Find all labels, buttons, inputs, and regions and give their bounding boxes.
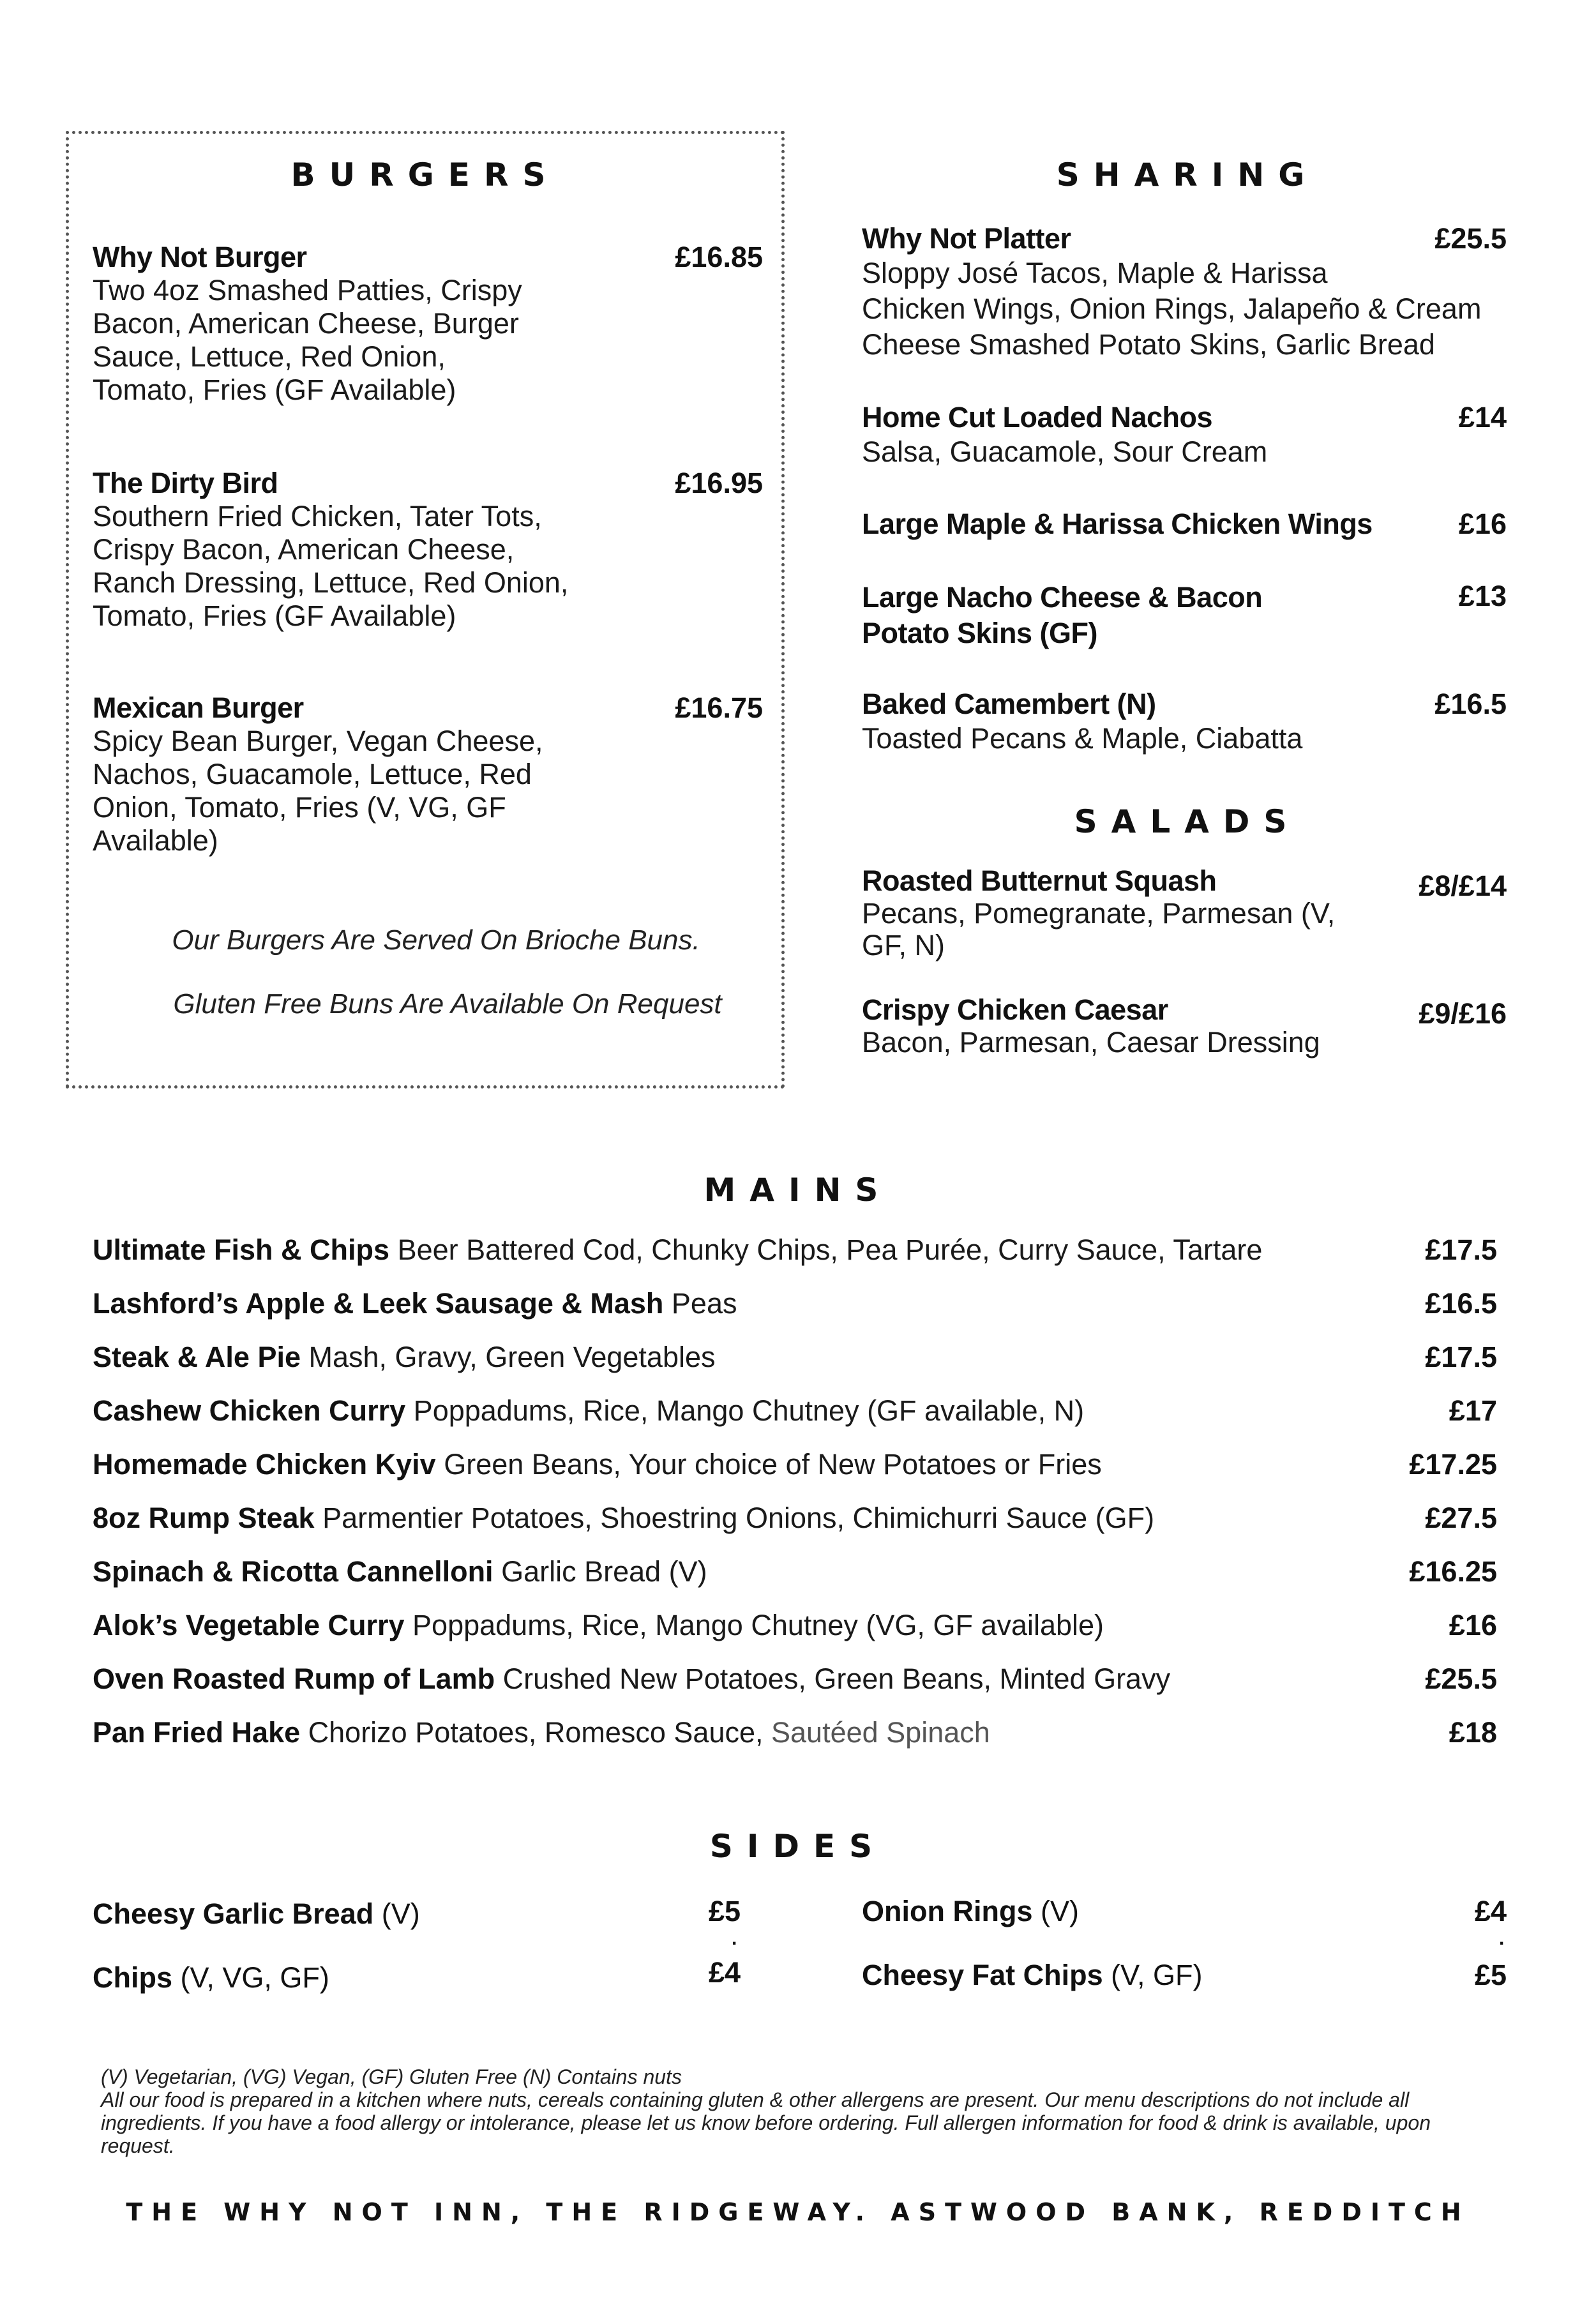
side-price: £4 [708,1956,741,1989]
mains-row [93,1341,1497,1379]
item-price: £8/£14 [1419,870,1507,902]
side-desc: (V) [373,1897,420,1930]
mains-desc: Parmentier Potatoes, Shoestring Onions, Chimichurri Sauce (GF) [314,1502,1155,1534]
item-name: Baked Camembert (N) [862,688,1156,720]
mains-price: £17 [1449,1394,1497,1427]
item-desc: Sauce, Lettuce, Red Onion, [93,340,446,373]
mains-price: £17.25 [1409,1448,1497,1481]
side-name: Cheesy Fat Chips [862,1959,1103,1991]
salads-heading: SALADS [1074,803,1301,840]
item-price: £25.5 [1434,222,1507,255]
side-name: Cheesy Garlic Bread [93,1897,374,1930]
leader-dot: . [1499,1928,1505,1949]
footnote-line: request. [101,2134,175,2157]
mains-desc: Poppadums, Rice, Mango Chutney (VG, GF available) [404,1609,1104,1641]
item-desc: Crispy Bacon, American Cheese, [93,533,515,566]
side-name: Onion Rings [862,1895,1033,1927]
item-desc: Chicken Wings, Onion Rings, Jalapeño & Cream [862,292,1482,325]
side-price: £5 [1474,1959,1507,1991]
item-desc: Bacon, Parmesan, Caesar Dressing [862,1026,1320,1059]
mains-price: £17.5 [1425,1341,1497,1373]
burgers-note: Gluten Free Buns Are Available On Request [173,988,722,1020]
item-price: £16.95 [675,467,763,499]
item-desc: Ranch Dressing, Lettuce, Red Onion, [93,566,569,599]
mains-name: Oven Roasted Rump of Lamb [93,1662,495,1695]
item-desc: Onion, Tomato, Fries (V, VG, GF [93,791,506,824]
mains-name: Ultimate Fish & Chips [93,1233,390,1266]
allergen-footnote [101,2065,1505,2157]
sides-heading: SIDES [709,1828,887,1865]
venue-address: THE WHY NOT INN, THE RIDGEWAY. ASTWOOD BANK, REDDITCH [126,2198,1470,2226]
item-desc: Spicy Bean Burger, Vegan Cheese, [93,725,543,757]
item-desc: Cheese Smashed Potato Skins, Garlic Bread [862,328,1435,361]
menu-item [862,864,1360,961]
item-desc: Sloppy José Tacos, Maple & Harissa [862,257,1328,289]
item-price: £13 [1458,580,1507,612]
item-desc: Tomato, Fries (GF Available) [93,599,456,632]
mains-price: £16.5 [1425,1287,1497,1320]
side-item [862,1895,1079,1928]
mains-name: Lashford’s Apple & Leek Sausage & Mash [93,1287,664,1320]
mains-desc: Peas [663,1287,737,1320]
item-name: The Dirty Bird [93,467,278,499]
mains-price: £27.5 [1425,1502,1497,1534]
mains-desc: Chorizo Potatoes, Romesco Sauce, [300,1716,772,1749]
item-desc: Nachos, Guacamole, Lettuce, Red [93,758,532,790]
mains-price: £18 [1449,1716,1497,1749]
mains-row [93,1716,1497,1754]
item-desc: Tomato, Fries (GF Available) [93,373,456,406]
item-desc: Available) [93,824,218,857]
footnote-line: ingredients. If you have a food allergy or intolerance, please let us know before ordering. Full allergen information for food & drink is available, upon [101,2111,1431,2134]
side-item [93,1961,329,1994]
mains-desc: Crushed New Potatoes, Green Beans, Minted Gravy [495,1662,1171,1695]
item-name: Mexican Burger [93,691,304,724]
side-item [93,1897,420,1931]
item-name: Roasted Butternut Squash [862,864,1217,897]
side-price: £4 [1474,1895,1507,1927]
item-desc: Pecans, Pomegranate, Parmesan (V, [862,897,1336,930]
mains-name: Homemade Chicken Kyiv [93,1448,436,1481]
item-price: £14 [1458,401,1507,433]
side-desc: (V) [1032,1895,1079,1927]
footnote-line: All our food is prepared in a kitchen where nuts, cereals containing gluten & other allergens are present. Our menu descriptions do not include all [101,2088,1410,2111]
mains-desc: Beer Battered Cod, Chunky Chips, Pea Purée, Curry Sauce, Tartare [389,1233,1263,1266]
item-price: £16.75 [675,691,763,724]
item-desc: Southern Fried Chicken, Tater Tots, [93,500,542,532]
sharing-heading: SHARING [1056,156,1319,193]
mains-price: £16 [1449,1609,1497,1641]
item-desc: Toasted Pecans & Maple, Ciabatta [862,722,1303,755]
item-desc: Salsa, Guacamole, Sour Cream [862,435,1268,468]
side-item [862,1959,1202,1992]
mains-desc-extra: Sautéed Spinach [771,1716,990,1749]
mains-name: Pan Fried Hake [93,1716,301,1749]
item-price: £16.5 [1434,688,1507,720]
item-name: Why Not Platter [862,222,1071,255]
side-name: Chips [93,1961,173,1994]
mains-heading: MAINS [704,1172,892,1209]
side-desc: (V, GF) [1103,1959,1203,1991]
mains-row [93,1233,1497,1272]
mains-row [93,1609,1497,1647]
mains-name: 8oz Rump Steak [93,1502,315,1534]
side-price: £5 [708,1895,741,1927]
mains-row [93,1662,1497,1701]
item-name: Why Not Burger [93,241,307,273]
mains-desc: Mash, Gravy, Green Vegetables [301,1341,716,1373]
mains-row [93,1555,1497,1594]
side-desc: (V, VG, GF) [172,1961,329,1994]
mains-row [93,1502,1497,1540]
mains-name: Steak & Ale Pie [93,1341,301,1373]
mains-price: £16.25 [1409,1555,1497,1588]
mains-desc: Garlic Bread (V) [493,1555,707,1588]
menu-item [862,993,1360,1059]
item-price: £16 [1458,508,1507,540]
item-desc: Two 4oz Smashed Patties, Crispy [93,274,522,306]
item-name: Large Maple & Harissa Chicken Wings [862,508,1373,540]
leader-dot: . [732,1928,737,1949]
mains-name: Alok’s Vegetable Curry [93,1609,405,1641]
item-name: Large Nacho Cheese & Bacon [862,581,1263,614]
mains-name: Spinach & Ricotta Cannelloni [93,1555,493,1588]
mains-desc: Poppadums, Rice, Mango Chutney (GF available, N) [405,1394,1085,1427]
item-name: Potato Skins (GF) [862,617,1098,649]
mains-name: Cashew Chicken Curry [93,1394,406,1427]
mains-row [93,1394,1497,1433]
burgers-note: Our Burgers Are Served On Brioche Buns. [172,924,700,956]
mains-desc: Green Beans, Your choice of New Potatoes or Fries [435,1448,1102,1481]
item-desc: GF, N) [862,929,945,961]
burgers-heading: BURGERS [290,156,560,193]
item-name: Crispy Chicken Caesar [862,993,1168,1026]
mains-row [93,1287,1497,1325]
item-price: £16.85 [675,241,763,273]
item-name: Home Cut Loaded Nachos [862,401,1213,433]
mains-row [93,1448,1497,1486]
mains-price: £25.5 [1425,1662,1497,1695]
item-price: £9/£16 [1419,997,1507,1030]
footnote-line: (V) Vegetarian, (VG) Vegan, (GF) Gluten Free (N) Contains nuts [101,2065,682,2088]
item-desc: Bacon, American Cheese, Burger [93,307,519,340]
mains-price: £17.5 [1425,1233,1497,1266]
